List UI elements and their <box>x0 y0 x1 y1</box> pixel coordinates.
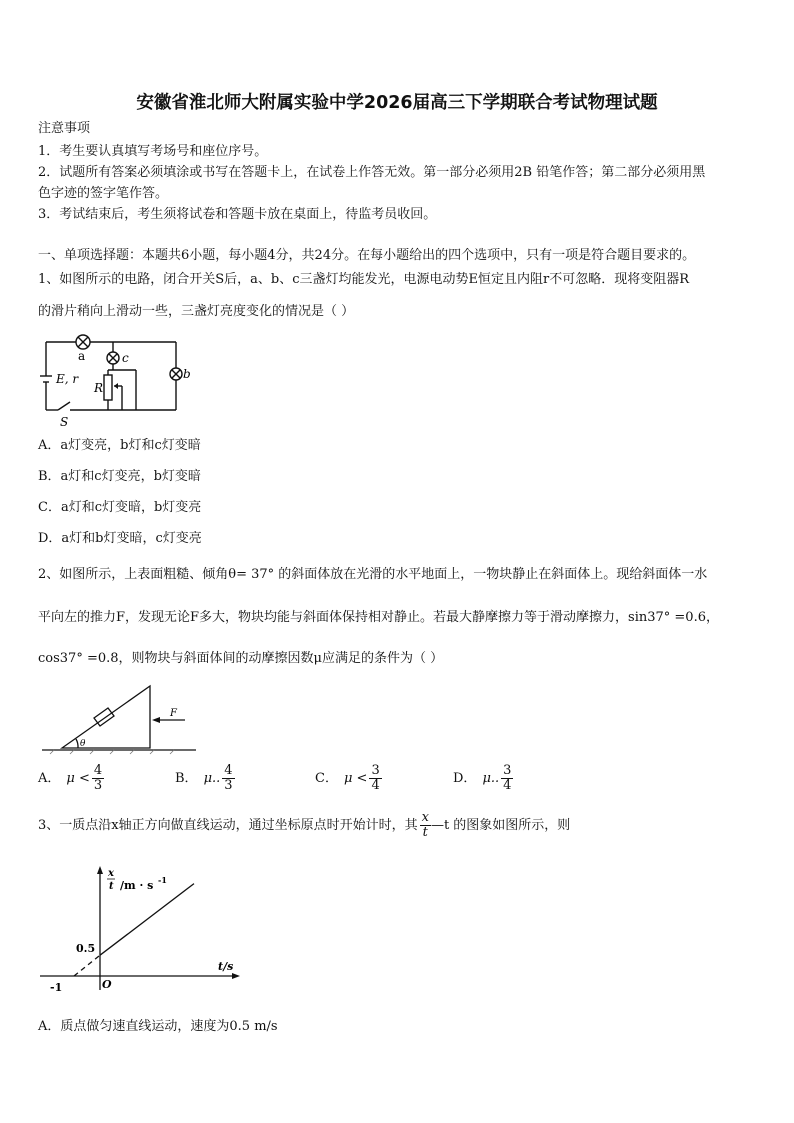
y-unit: /m · s <box>120 879 154 892</box>
q3-graph <box>36 860 256 1000</box>
frac-den: 3 <box>224 778 233 793</box>
frac-den: 4 <box>503 778 512 793</box>
switch-label: S <box>60 415 69 429</box>
y-unit-exp: -1 <box>158 875 167 885</box>
x-intercept-label: -1 <box>50 981 63 994</box>
lamp-a-label: a <box>78 349 86 363</box>
lamp-c-label: c <box>122 351 129 365</box>
q2-option-b-label: B． <box>175 771 198 786</box>
notice-item-2: 2．试题所有答案必须填涂或书写在答题卡上，在试卷上作答无效。第一部分必须用2B 铅笔作答；第二部分必须用黑 <box>38 165 706 180</box>
series-solid-line <box>100 884 194 956</box>
frac-num: x <box>421 810 429 825</box>
q3-stem <box>38 808 570 844</box>
frac-num: 4 <box>224 763 233 778</box>
q2-option-b-fraction <box>222 764 234 793</box>
source-label: E, r <box>56 372 79 386</box>
notice-item-3: 3．考试结束后，考生须将试卷和答题卡放在桌面上，待监考员收回。 <box>38 207 437 222</box>
q2-option-c <box>315 764 382 804</box>
resistor-label: R <box>94 381 104 395</box>
q1-option-b: B．a灯和c灯变亮，b灯变暗 <box>38 469 201 484</box>
q2-option-b <box>175 764 235 804</box>
q2-option-a-fraction <box>92 764 104 793</box>
q2-incline-diagram <box>40 680 200 756</box>
q2-option-a-rel: μ < <box>66 771 90 786</box>
q2-option-d <box>453 764 513 804</box>
section-heading: 一、单项选择题：本题共6小题，每小题4分，共24分。在每小题给出的四个选项中，只有一项是符合题目要求的。 <box>38 248 696 263</box>
q1-stem-line1: 1、如图所示的电路，闭合开关S后，a、b、c三盏灯均能发光，电源电动势E恒定且内阻r不可忽略．现将变阻器R <box>38 272 690 287</box>
q3-option-a: A．质点做匀速直线运动，速度为0.5 m/s <box>38 1019 278 1034</box>
q3-stem-fraction <box>420 811 431 840</box>
q1-option-d: D．a灯和b灯变暗，c灯变亮 <box>38 531 202 546</box>
origin-label: O <box>102 978 112 991</box>
q2-stem-line3: cos37° =0.8，则物块与斜面体间的动摩擦因数μ应满足的条件为（ ） <box>38 651 444 666</box>
y-label-num: x <box>108 868 114 879</box>
frac-den: 3 <box>93 778 103 793</box>
frac-num: 3 <box>503 763 512 778</box>
q3-stem-post: —t 的图象如图所示，则 <box>430 818 571 833</box>
notice-item-1: 1．考生要认真填写考场号和座位序号。 <box>38 144 268 159</box>
q2-option-c-label: C． <box>315 771 338 786</box>
q2-option-b-rel: μ.. <box>203 771 221 786</box>
x-axis-label: t/s <box>218 960 234 973</box>
q2-option-c-fraction <box>369 764 381 793</box>
q3-stem-pre: 3、一质点沿x轴正方向做直线运动，通过坐标原点时开始计时，其 <box>38 818 418 833</box>
frac-den: t <box>422 825 428 840</box>
q2-option-d-rel: μ.. <box>482 771 500 786</box>
q2-option-a-label: A． <box>38 771 61 786</box>
lamp-b-label: b <box>183 367 191 381</box>
frac-num: 4 <box>93 763 103 778</box>
q1-option-a: A．a灯变亮，b灯和c灯变暗 <box>38 438 201 453</box>
q2-option-d-label: D． <box>453 771 477 786</box>
q1-option-c: C．a灯和c灯变暗，b灯变亮 <box>38 500 202 515</box>
notice-heading: 注意事项 <box>38 121 91 136</box>
notice-item-2-cont: 色字迹的签字笔作答。 <box>38 186 169 201</box>
force-label: F <box>170 708 177 719</box>
y-intercept-label: 0.5 <box>76 942 96 955</box>
q2-option-d-fraction <box>501 764 513 793</box>
series-dashed-line <box>74 955 100 976</box>
frac-num: 3 <box>371 763 380 778</box>
page-title: 安徽省淮北师大附属实验中学2026届高三下学期联合考试物理试题 <box>136 93 658 113</box>
frac-den: 4 <box>371 778 380 793</box>
q1-circuit-diagram <box>36 330 191 430</box>
q2-stem-line1: 2、如图所示，上表面粗糙、倾角θ= 37° 的斜面体放在光滑的水平地面上，一物块静止在斜面体上。现给斜面体一水 <box>38 567 708 582</box>
q2-option-a <box>38 764 104 804</box>
q2-option-c-rel: μ < <box>343 771 368 786</box>
q1-stem-line2: 的滑片稍向上滑动一些，三盏灯亮度变化的情况是（ ） <box>38 304 355 319</box>
angle-label: θ <box>80 739 86 749</box>
q2-stem-line2: 平向左的推力F，发现无论F多大，物块均能与斜面体保持相对静止。若最大静摩擦力等于滑动摩擦力，sin37° =0.6， <box>38 610 719 625</box>
y-label-den: t <box>109 881 114 892</box>
